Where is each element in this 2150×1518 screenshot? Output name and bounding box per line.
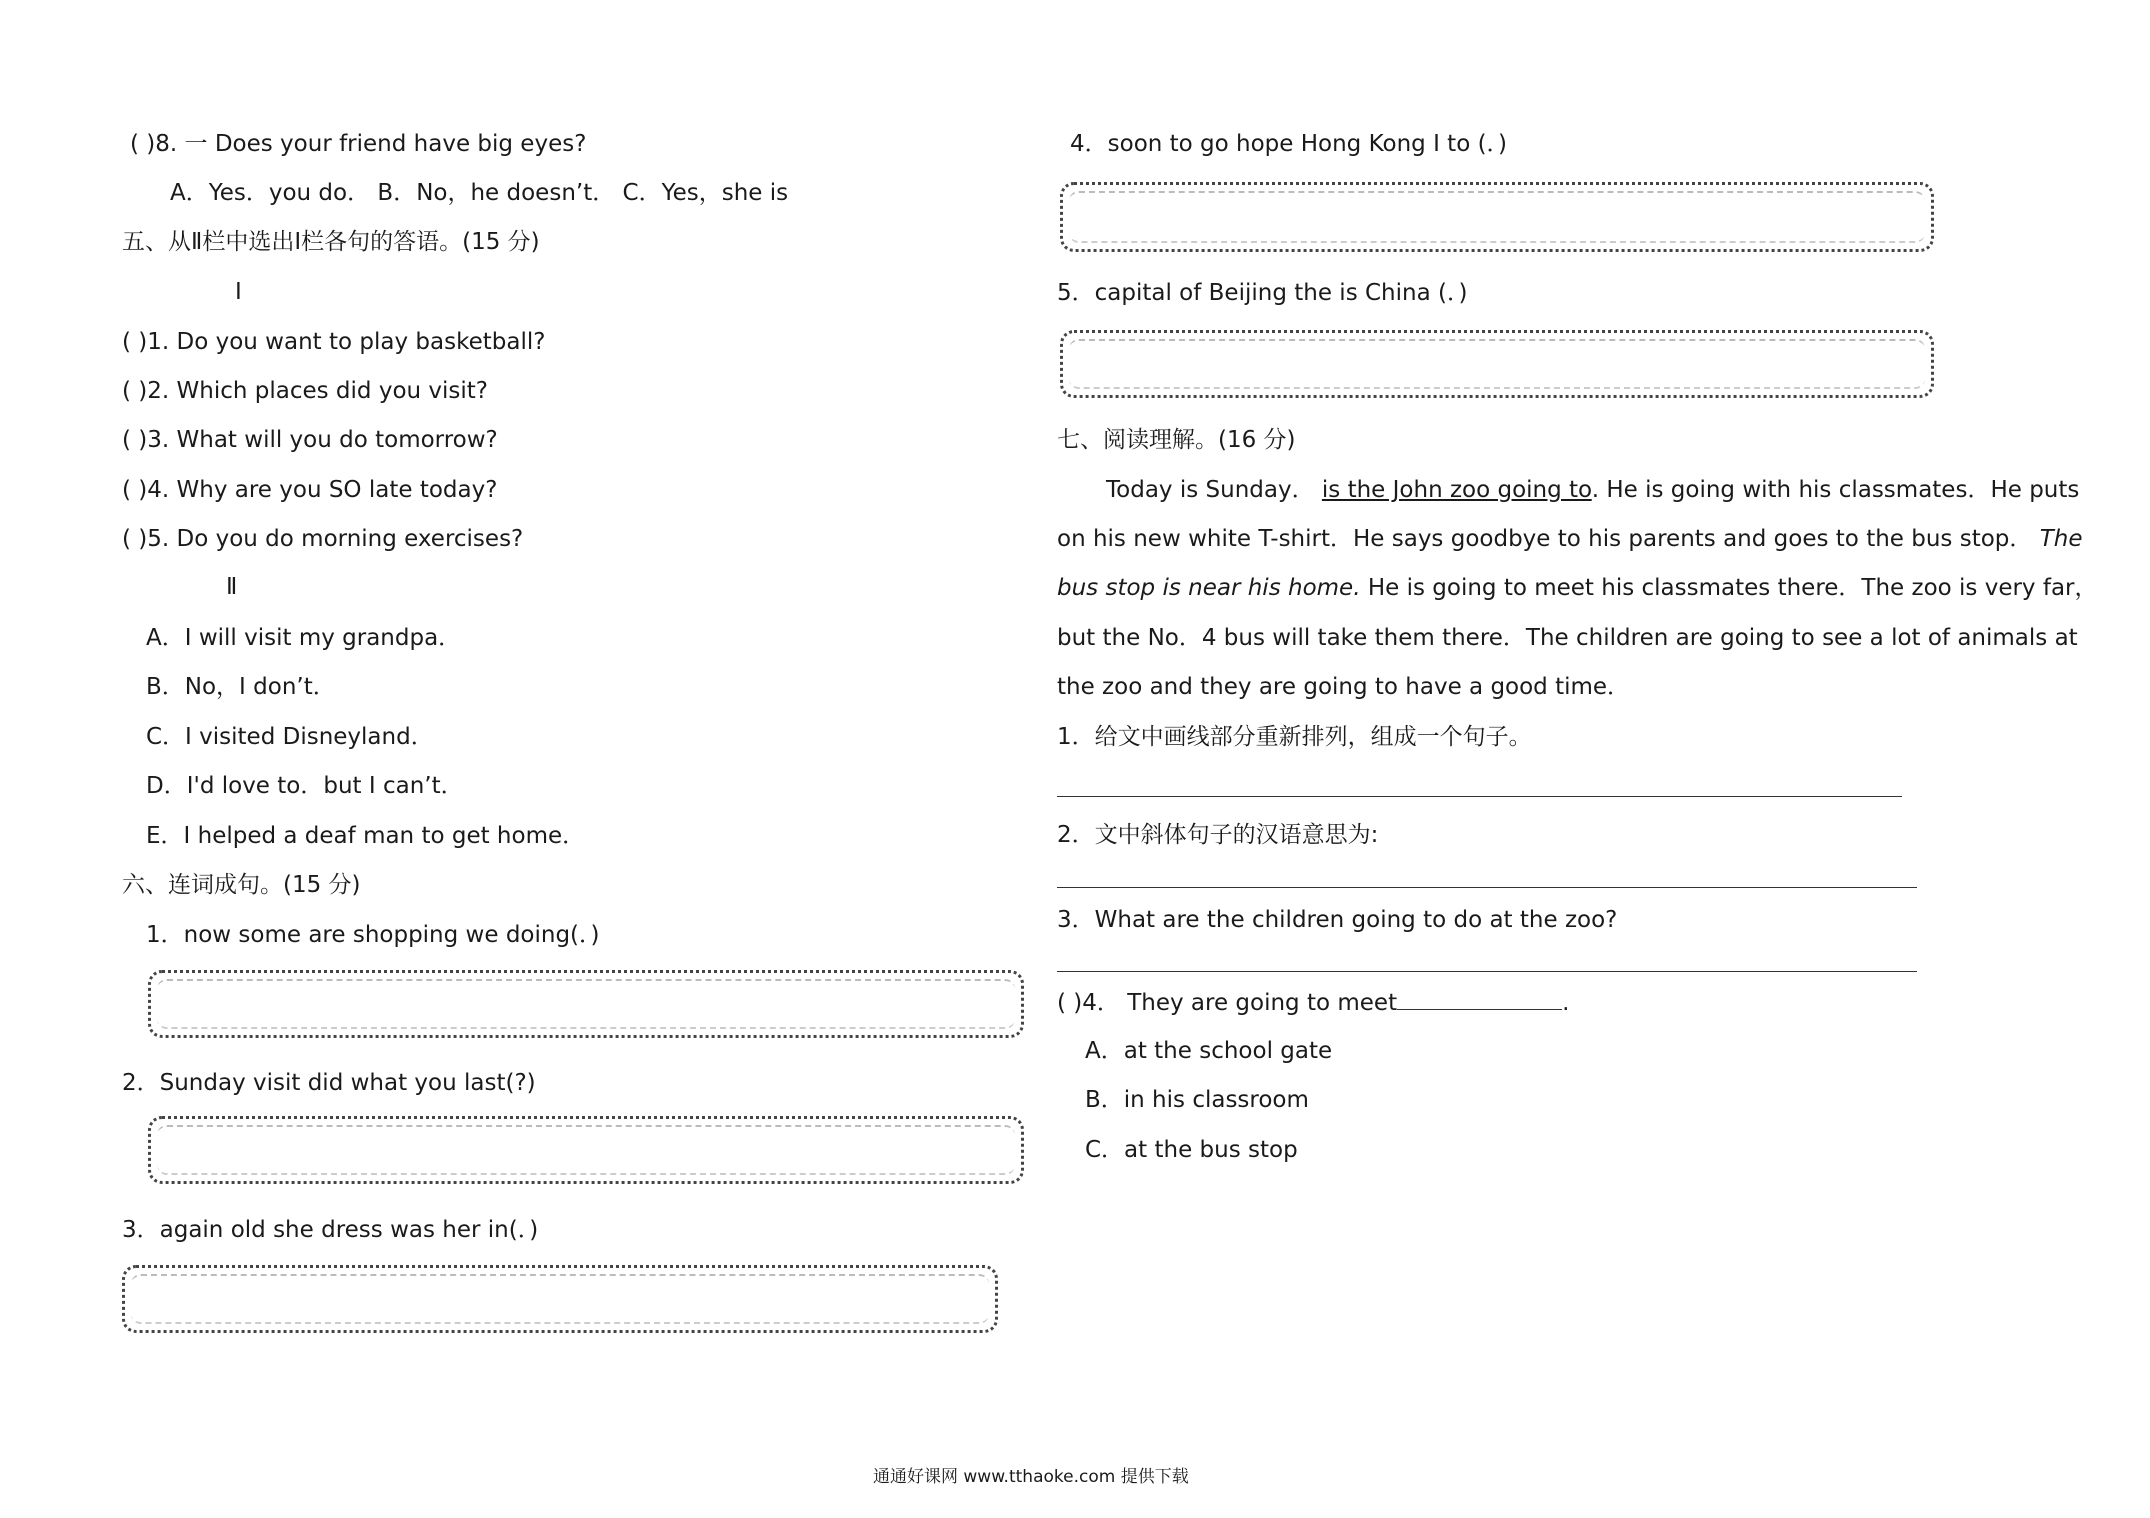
section6-title: 六、连词成句。(15 分) (122, 872, 361, 898)
s5-item-5 (122, 524, 523, 554)
q4-option-b: B．in his classroom (1085, 1087, 1309, 1113)
answer-box-1[interactable] (148, 970, 1024, 1038)
section5-title: 五、从Ⅱ栏中选出Ⅰ栏各句的答语。(15 分) (122, 229, 540, 255)
q8-text: 一 Does your friend have big eyes? (184, 131, 587, 157)
section5-col2-label: Ⅱ (226, 574, 238, 600)
q8-line (130, 129, 586, 159)
passage-text: Today is Sunday． (1106, 477, 1315, 503)
s5-item-4 (122, 475, 497, 505)
passage-text: He is going to meet his classmates there．The zoo is very far， (1360, 575, 2098, 601)
passage-text: on his new white T-shirt．He says goodbye to his parents and goes to the bus stop． (1057, 526, 2033, 552)
section5-col1-label: Ⅰ (235, 279, 242, 305)
s5-answer-c: C．I visited Disneyland． (146, 724, 434, 750)
s5-item-text: Do you do morning exercises? (176, 526, 524, 552)
passage-line-5: the zoo and they are going to have a good time． (1057, 674, 1631, 700)
s5-item-text: What will you do tomorrow? (176, 427, 498, 453)
s5-answer-d: D．I'd love to．but I can’t． (146, 773, 464, 799)
s5-item-paren: ( )5. (122, 526, 170, 552)
answer-box-4[interactable] (1060, 182, 1934, 252)
answer-line-1[interactable] (1057, 795, 1902, 797)
s5-answer-e: E．I helped a deaf man to get home． (146, 823, 586, 849)
passage-line-1 (1106, 475, 2079, 505)
underlined-phrase: is the John zoo going to (1321, 477, 1592, 503)
s5-item-paren: ( )2. (122, 378, 170, 404)
q4-option-c: C．at the bus stop (1085, 1137, 1298, 1163)
q4-paren: ( )4． (1057, 990, 1120, 1016)
s7-q1: 1．给文中画线部分重新排列，组成一个句子。 (1057, 724, 1532, 750)
s6-item-3: 3．again old she dress was her in(．) (122, 1217, 539, 1243)
italic-sentence: bus stop is near his home. (1057, 575, 1361, 601)
section7-title: 七、阅读理解。(16 分) (1057, 427, 1296, 453)
q4-text: They are going to meet (1127, 990, 1398, 1016)
s5-item-text: Why are you SO late today? (176, 477, 498, 503)
answer-line-2[interactable] (1057, 886, 1917, 888)
s6-item-5: 5．capital of Beijing the is China (．) (1057, 280, 1468, 306)
s5-item-text: Which places did you visit? (176, 378, 489, 404)
s5-item-paren: ( )1. (122, 329, 170, 355)
answer-box-5[interactable] (1060, 330, 1934, 398)
s5-item-text: Do you want to play basketball? (176, 329, 546, 355)
s6-item-2: 2．Sunday visit did what you last(?) (122, 1070, 536, 1096)
q4-option-a: A．at the school gate (1085, 1038, 1333, 1064)
passage-line-3 (1057, 573, 2098, 603)
answer-line-3[interactable] (1057, 970, 1917, 972)
answer-box-2[interactable] (148, 1116, 1024, 1184)
passage-line-2 (1057, 524, 2082, 554)
q8-paren: ( )8. (130, 131, 178, 157)
italic-sentence: The (2039, 526, 2083, 552)
s5-item-paren: ( )3. (122, 427, 170, 453)
q8-options: A．Yes．you do． B．No，he doesn’t． C．Yes，she is (170, 180, 789, 206)
s6-item-4: 4．soon to go hope Hong Kong I to (．) (1070, 131, 1508, 157)
page-footer: 通通好课网 www.tthaoke.com 提供下载 (873, 1467, 1189, 1487)
s6-item-1: 1．now some are shopping we doing(．) (146, 922, 600, 948)
passage-line-4: but the No．4 bus will take them there．The children are going to see a lot of animals at (1057, 625, 2078, 651)
s5-item-paren: ( )4. (122, 477, 170, 503)
answer-box-3[interactable] (122, 1265, 998, 1333)
passage-text: . He is going with his classmates．He puts (1591, 477, 2080, 503)
s5-item-2 (122, 376, 488, 406)
s7-q3: 3．What are the children going to do at the zoo? (1057, 907, 1618, 933)
s5-item-3 (122, 425, 498, 455)
q4-blank[interactable] (1397, 1008, 1562, 1010)
s5-answer-a: A．I will visit my grandpa． (146, 625, 462, 651)
s5-item-1 (122, 327, 545, 357)
q4-end: . (1562, 990, 1570, 1016)
s7-q4 (1057, 988, 1569, 1018)
s5-answer-b: B．No，I don’t． (146, 674, 336, 700)
s7-q2: 2．文中斜体句子的汉语意思为: (1057, 822, 1379, 848)
